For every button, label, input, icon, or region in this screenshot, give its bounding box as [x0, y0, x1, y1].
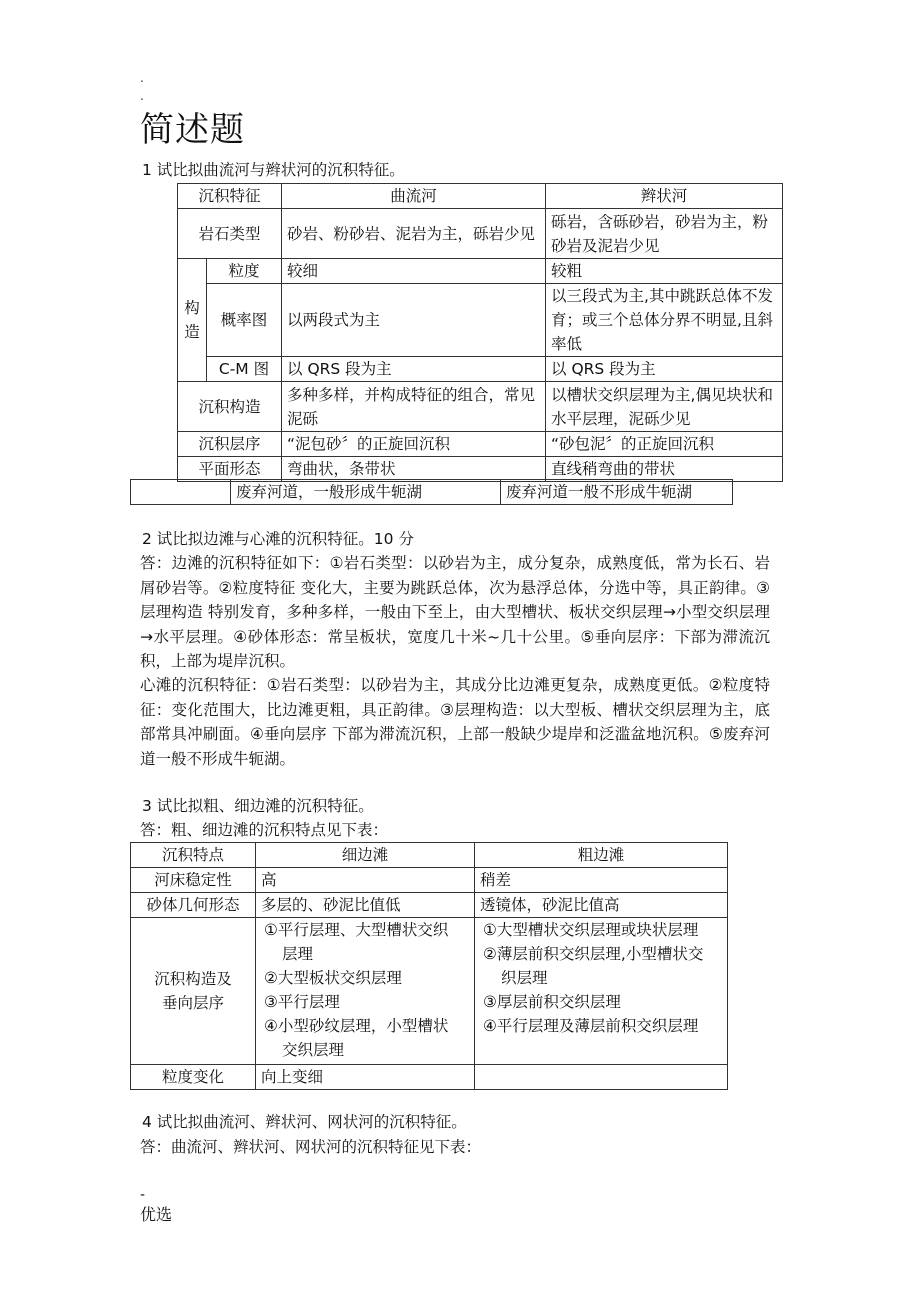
question-3: 3 试比拟粗、细边滩的沉积特征。 — [142, 797, 374, 815]
cell: 以槽状交织层理为主,偶见块状和水平层理，泥砾少见 — [546, 382, 783, 432]
footer-text: 优选 — [140, 1205, 173, 1224]
table-row — [178, 209, 783, 259]
cell: 废弃河道，一般形成牛轭湖 — [231, 480, 501, 505]
row-label: 粒度变化 — [131, 1065, 256, 1090]
row-label — [131, 918, 256, 1065]
list-item: ①大型槽状交织层理或块状层理 — [483, 921, 699, 939]
table-row — [178, 284, 783, 357]
question-4: 4 试比拟曲流河、辫状河、网状河的沉积特征。 — [142, 1113, 467, 1131]
answer-2-part-2: 心滩的沉积特征：①岩石类型：以砂岩为主，其成分比边滩更复杂，成熟度更低。②粒度特征：变化范围大，比边滩更粗，具正韵律。③层理构造：以大型板、槽状交织层理为主，底部常具冲刷面。④垂向层序 下部为滞流沉积，上部一般缺少堤岸和泛滥盆地沉积。⑤废弃河道一般不形成牛轭湖。 — [140, 676, 770, 768]
q1-abandoned-row — [130, 479, 733, 505]
table-row — [131, 843, 728, 868]
header-cell: 辫状河 — [546, 184, 783, 209]
answer-4-intro: 答：曲流河、辫状河、网状河的沉积特征见下表： — [140, 1138, 482, 1156]
cell: 以两段式为主 — [282, 284, 546, 357]
table-row — [178, 457, 783, 482]
footer-dash: - — [140, 1187, 146, 1203]
list-item: ②薄层前积交织层理,小型槽状交 — [483, 945, 704, 963]
row-label — [131, 480, 231, 505]
row-label-line: 垂向层序 — [161, 994, 224, 1012]
list-item: ②大型板状交织层理 — [264, 969, 402, 987]
cell: 砾岩，含砾砂岩，砂岩为主，粉砂岩及泥岩少见 — [546, 209, 783, 259]
cell — [475, 918, 728, 1065]
header-cell: 沉积特征 — [178, 184, 282, 209]
answer-2-part-1: 答：边滩的沉积特征如下：①岩石类型：以砂岩为主，成分复杂，成熟度低，常为长石、岩屑砂岩等。②粒度特征 变化大，主要为跳跃总体，次为悬浮总体，分选中等，具正韵律。③层理构造 特别发育，多种多样，一般由下至上，由大型槽状、板状交织层理→小型交织层理→水平层理。④砂体形态：常呈板状，宽度几十米~几十公里。⑤垂向层序：下部为滞流沉积，上部为堤岸沉积。 — [140, 554, 770, 670]
row-label: 岩石类型 — [178, 209, 282, 259]
cell: “泥包砂〞的正旋回沉积 — [282, 432, 546, 457]
row-label-line: 沉积构造及 — [154, 970, 232, 988]
row-label: 平面形态 — [178, 457, 282, 482]
list-item: ①平行层理、大型槽状交织 — [264, 921, 449, 939]
cell: 较粗 — [546, 259, 783, 284]
row-label: C-M 图 — [207, 357, 282, 382]
list-item-continued: 交织层理 — [282, 1041, 345, 1059]
cell: 以 QRS 段为主 — [282, 357, 546, 382]
table-row — [131, 893, 728, 918]
table-row — [178, 184, 783, 209]
q3-comparison-table — [130, 842, 728, 1090]
cell — [475, 1065, 728, 1090]
list-item: ④平行层理及薄层前积交织层理 — [483, 1017, 699, 1035]
cell: 向上变细 — [256, 1065, 475, 1090]
header-dot: . — [140, 71, 144, 85]
table-row — [178, 357, 783, 382]
list-item-continued: 织层理 — [501, 969, 548, 987]
cell: 稍差 — [475, 868, 728, 893]
cell: 砂岩、粉砂岩、泥岩为主，砾岩少见 — [282, 209, 546, 259]
question-1: 1 试比拟曲流河与辫状河的沉积特征。 — [142, 161, 405, 179]
table-row — [131, 868, 728, 893]
cell: 多层的、砂泥比值低 — [256, 893, 475, 918]
cell: 废弃河道一般不形成牛轭湖 — [501, 480, 733, 505]
cell: 以 QRS 段为主 — [546, 357, 783, 382]
table-row — [178, 259, 783, 284]
header-cell: 曲流河 — [282, 184, 546, 209]
header-dot: . — [140, 89, 144, 103]
row-label: 砂体几何形态 — [131, 893, 256, 918]
table-row — [131, 1065, 728, 1090]
table-row — [131, 480, 733, 505]
row-label: 概率图 — [207, 284, 282, 357]
header-cell: 粗边滩 — [475, 843, 728, 868]
list-item: ③厚层前积交织层理 — [483, 993, 621, 1011]
table-row — [131, 918, 728, 1065]
list-item-continued: 层理 — [282, 945, 314, 963]
table-row — [178, 432, 783, 457]
row-label: 粒度 — [207, 259, 282, 284]
row-label: 沉积层序 — [178, 432, 282, 457]
cell: 较细 — [282, 259, 546, 284]
list-item: ④小型砂纹层理，小型槽状 — [264, 1017, 449, 1035]
cell: 高 — [256, 868, 475, 893]
cell: “砂包泥〞的正旋回沉积 — [546, 432, 783, 457]
cell: 透镜体，砂泥比值高 — [475, 893, 728, 918]
cell: 直线稍弯曲的带状 — [546, 457, 783, 482]
cell: 以三段式为主,其中跳跃总体不发育；或三个总体分界不明显,且斜率低 — [546, 284, 783, 357]
q1-comparison-table — [177, 183, 783, 482]
cell — [256, 918, 475, 1065]
page-title: 简述题 — [140, 110, 245, 150]
header-cell: 沉积特点 — [131, 843, 256, 868]
structure-group-label: 构造 — [178, 259, 207, 382]
cell: 弯曲状，条带状 — [282, 457, 546, 482]
answer-3-intro: 答：粗、细边滩的沉积特点见下表： — [140, 821, 389, 839]
table-row — [178, 382, 783, 432]
cell: 多种多样，并构成特征的组合，常见泥砾 — [282, 382, 546, 432]
row-label: 沉积构造 — [178, 382, 282, 432]
row-label: 河床稳定性 — [131, 868, 256, 893]
header-cell: 细边滩 — [256, 843, 475, 868]
question-2: 2 试比拟边滩与心滩的沉积特征。10 分 — [142, 530, 414, 548]
list-item: ③平行层理 — [264, 993, 340, 1011]
